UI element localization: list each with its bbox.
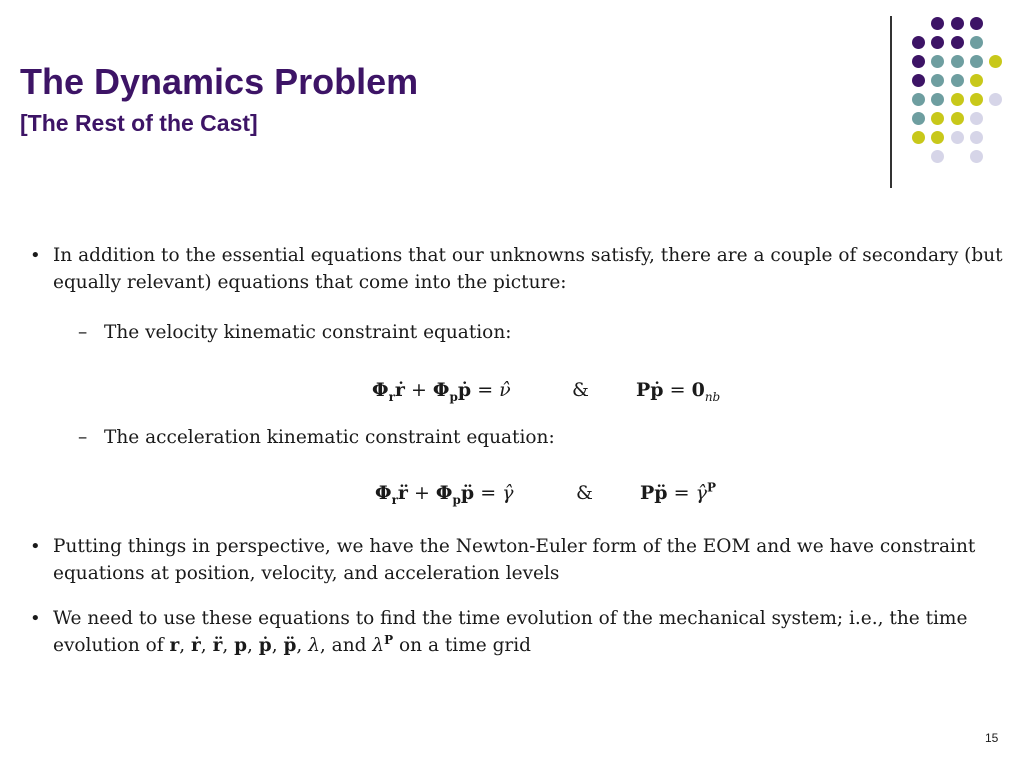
decorative-dot (989, 93, 1002, 106)
decorative-dot (912, 131, 925, 144)
sub-item-acceleration: The acceleration kinematic constraint equation: (104, 427, 555, 448)
decorative-dot (970, 93, 983, 106)
decorative-dot (951, 17, 964, 30)
acceleration-equation-ampersand: & (576, 482, 593, 504)
decorative-dot (931, 74, 944, 87)
bullet-text-1: In addition to the essential equations that our unknowns satisfy, there are a couple of secondary (but equally relevant) equations that come into the picture: (53, 245, 1003, 293)
slide-title: The Dynamics Problem (20, 61, 419, 102)
decorative-dot (970, 55, 983, 68)
decorative-dot (931, 131, 944, 144)
decorative-dot (970, 150, 983, 163)
header-divider (890, 16, 892, 188)
bullet-text-3 (53, 605, 1003, 659)
decorative-dot (989, 55, 1002, 68)
decorative-dot (951, 55, 964, 68)
decorative-dot (931, 17, 944, 30)
velocity-equation-rhs: Pṗ = $0_{nb}$ (636, 379, 721, 404)
velocity-equation-ampersand: & (572, 379, 589, 401)
dash-icon: – (78, 427, 88, 448)
bullet-icon: • (30, 608, 41, 629)
decorative-dot (931, 55, 944, 68)
variable-list: r, ṙ, r̈, p, ṗ, p̈, λ, and $\lambda^P$ (169, 632, 394, 656)
decorative-dot (970, 131, 983, 144)
bullet-text-2: Putting things in perspective, we have the Newton-Euler form of the EOM and we have constraint equations at position, velocity, and acceleration levels (53, 536, 976, 584)
bullet-icon: • (30, 536, 41, 557)
decorative-dot (912, 93, 925, 106)
bullet-3-suffix: on a time grid (399, 635, 532, 656)
page-number: 15 (985, 731, 999, 745)
decorative-dot (931, 112, 944, 125)
bullet-icon: • (30, 245, 41, 266)
decorative-dot (912, 36, 925, 49)
decorative-dot (970, 36, 983, 49)
acceleration-equation-rhs: Pp̈ = γ̂$^P$ (640, 480, 716, 504)
dash-icon: – (78, 322, 88, 343)
decorative-dot (970, 74, 983, 87)
decorative-dot (970, 112, 983, 125)
decorative-dot (951, 131, 964, 144)
bullet-3-line-1: We need to use these equations to find the time evolution of the mechanical system; i.e., the time (53, 608, 968, 629)
velocity-equation-lhs: $\Phi_rṙ$ + $\Phi_pṗ$ = ν̂ (372, 379, 511, 404)
decorative-dot (931, 150, 944, 163)
decorative-dot (931, 93, 944, 106)
decorative-dot (931, 36, 944, 49)
slide-subtitle: [The Rest of the Cast] (20, 110, 258, 136)
decorative-dot (912, 74, 925, 87)
sub-item-velocity: The velocity kinematic constraint equation: (104, 322, 512, 343)
decorative-dot (970, 17, 983, 30)
decorative-dot (912, 112, 925, 125)
bullet-3-line-2 (53, 632, 1003, 659)
decorative-dot (951, 93, 964, 106)
acceleration-equation-lhs: $\Phi_rr̈$ + $\Phi_pp̈$ = γ̂ (375, 482, 514, 507)
decorative-dot (951, 112, 964, 125)
decorative-dot (912, 55, 925, 68)
bullet-3-prefix: evolution of (53, 635, 164, 656)
decorative-dot (951, 74, 964, 87)
decorative-dot (951, 36, 964, 49)
